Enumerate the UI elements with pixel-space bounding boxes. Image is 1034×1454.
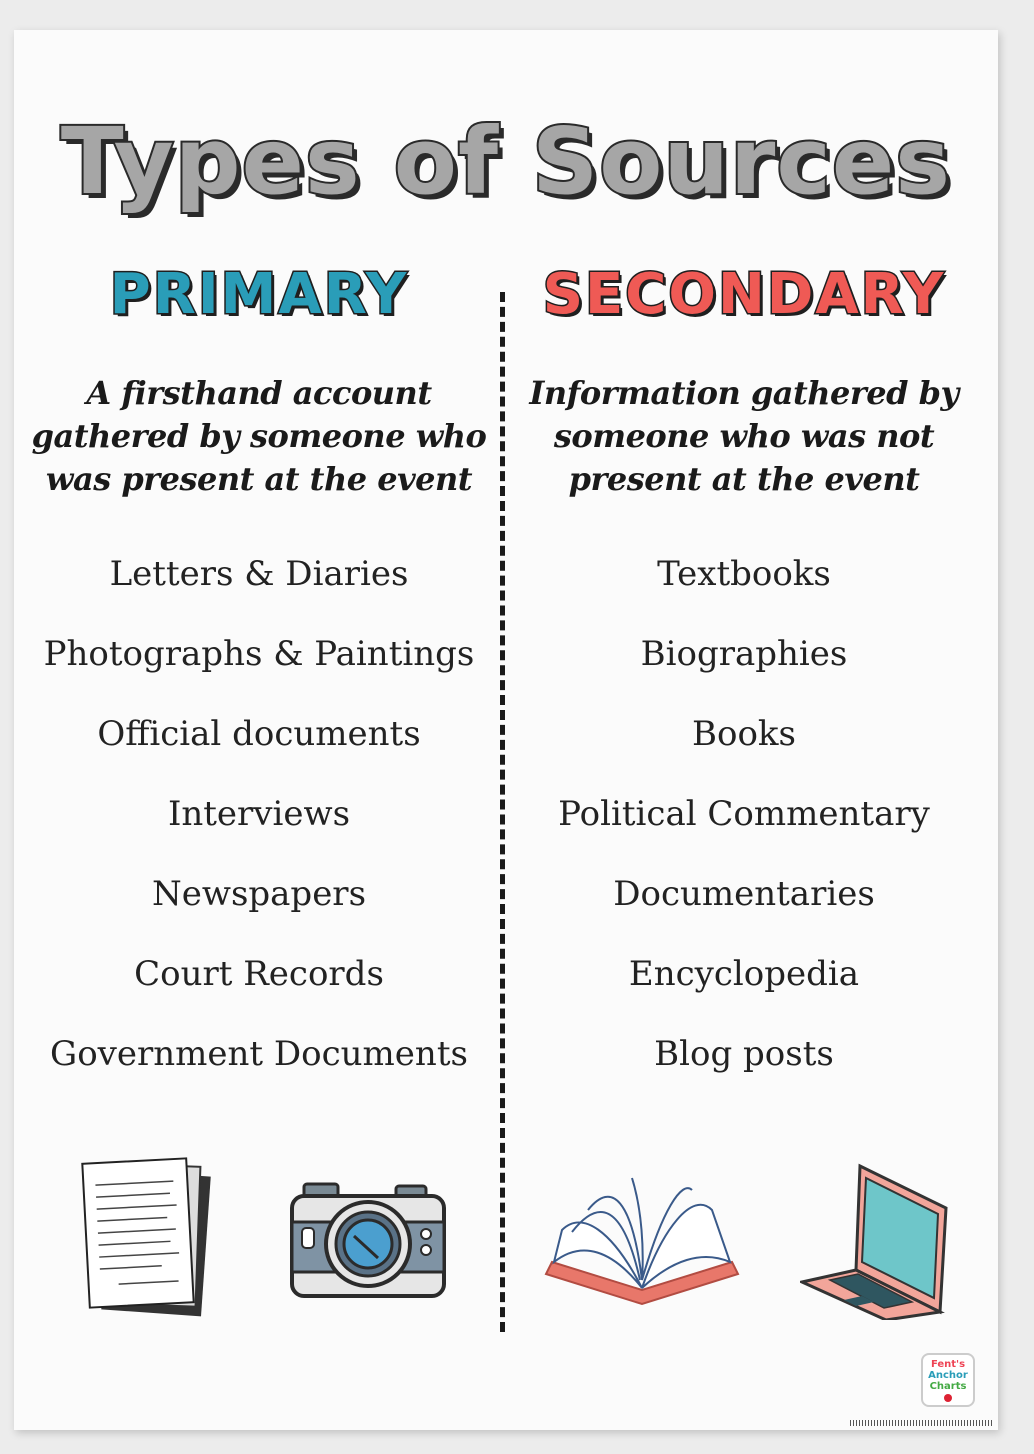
list-item: Books xyxy=(692,714,796,754)
laptop-icon xyxy=(800,1162,950,1320)
logo-line: Charts xyxy=(929,1381,967,1392)
document-icon xyxy=(76,1155,216,1325)
primary-examples-list xyxy=(19,550,499,1110)
definition-line: someone who was not xyxy=(553,417,935,455)
list-item: Court Records xyxy=(134,954,384,994)
list-item: Letters & Diaries xyxy=(109,554,409,594)
secondary-examples-list xyxy=(504,550,984,1110)
list-item: Official documents xyxy=(97,714,421,754)
definition-line: Information gathered by xyxy=(529,374,959,412)
definition-line: A firsthand account xyxy=(86,374,432,412)
brand-logo xyxy=(921,1353,975,1407)
list-item: Documentaries xyxy=(613,874,875,914)
open-book-icon xyxy=(542,1170,742,1310)
definition-line: present at the event xyxy=(568,460,920,498)
list-item: Government Documents xyxy=(50,1034,468,1074)
list-item: Newspapers xyxy=(151,874,367,914)
list-item: Biographies xyxy=(640,634,848,674)
primary-heading: PRIMARY xyxy=(109,262,409,327)
anchor-chart-poster xyxy=(14,30,998,1430)
list-item: Photographs & Paintings xyxy=(43,634,475,674)
definition-line: was present at the event xyxy=(45,460,473,498)
logo-line: Anchor xyxy=(928,1370,968,1381)
logo-line: Fent's xyxy=(930,1359,966,1370)
camera-icon xyxy=(286,1180,450,1302)
secondary-heading: SECONDARY xyxy=(542,262,946,327)
primary-definition xyxy=(19,372,499,501)
poster-title: Types of Sources xyxy=(60,108,952,215)
secondary-definition xyxy=(504,372,984,501)
list-item: Interviews xyxy=(167,794,351,834)
list-item: Blog posts xyxy=(654,1034,834,1074)
list-item: Textbooks xyxy=(657,554,831,594)
apple-icon xyxy=(944,1394,952,1402)
barcode-strip xyxy=(850,1420,994,1426)
list-item: Political Commentary xyxy=(558,794,930,834)
list-item: Encyclopedia xyxy=(628,954,860,994)
definition-line: gathered by someone who xyxy=(31,417,487,455)
